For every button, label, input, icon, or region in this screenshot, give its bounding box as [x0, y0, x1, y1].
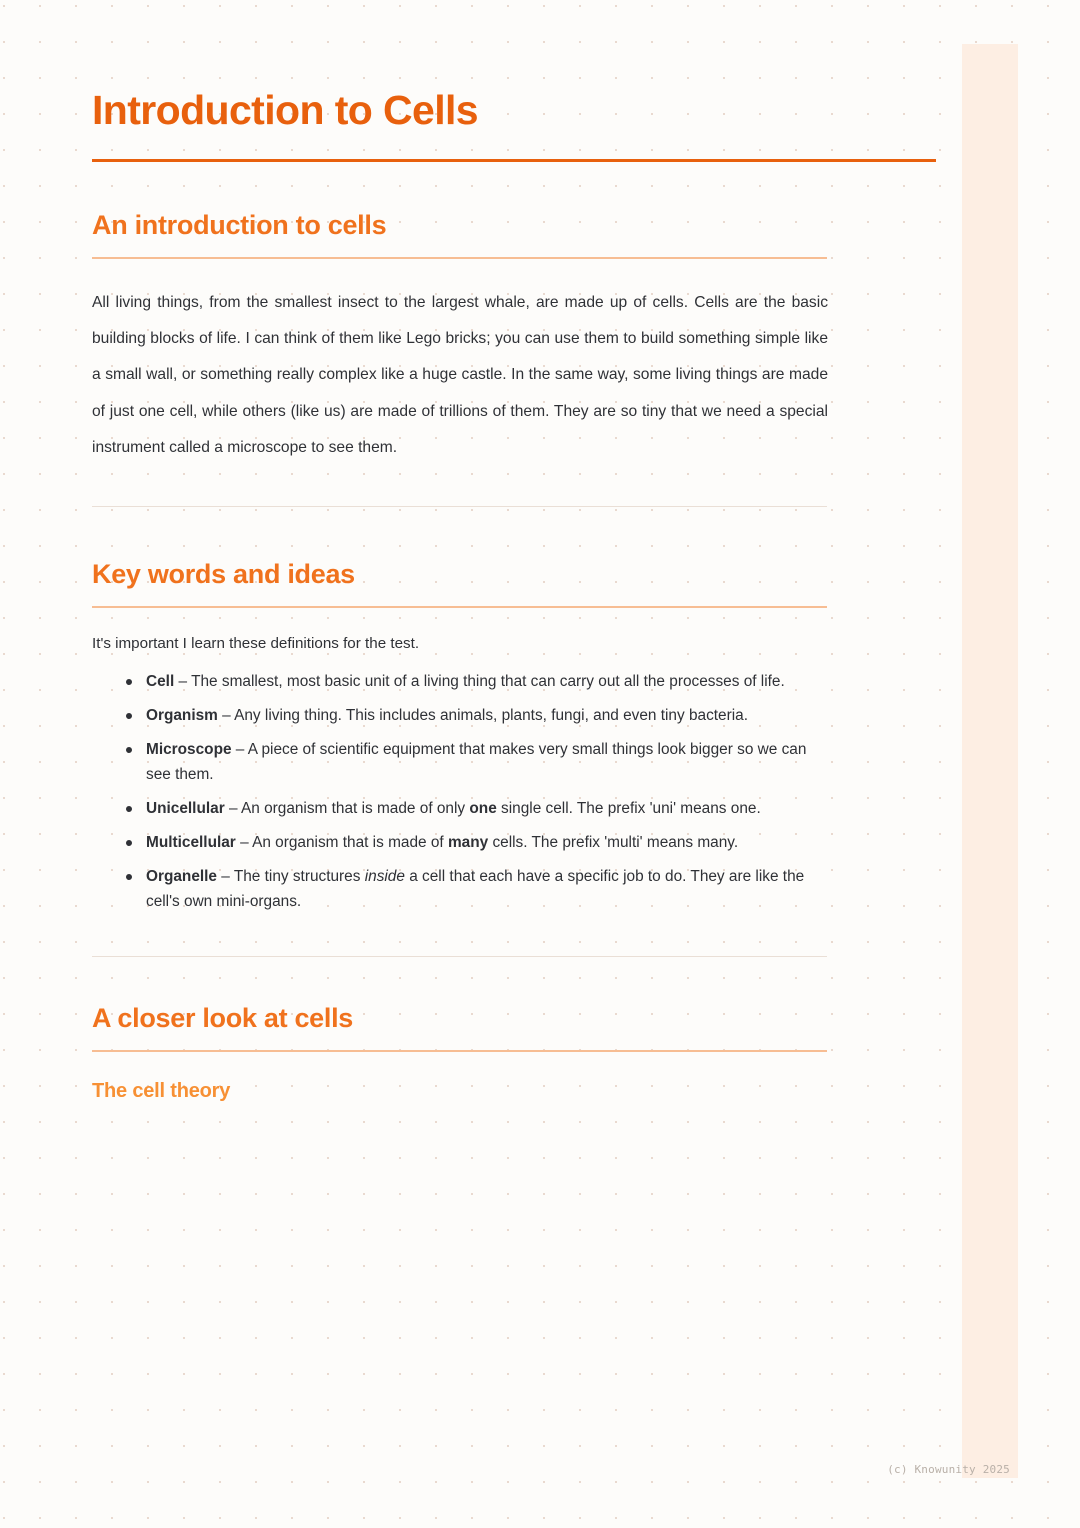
keyword-term: Cell — [146, 673, 175, 691]
keyword-definition-post: a cell that each have a specific job to do. They are like the cell's own mini-organs. — [146, 867, 805, 910]
keyword-emphasis: many — [447, 834, 489, 851]
keyword-emphasis: one — [469, 800, 497, 818]
keyword-term: Organism — [146, 707, 218, 725]
keyword-dash: – — [217, 707, 235, 725]
keyword-term: Microscope — [146, 741, 232, 759]
keyword-definition-pre: An organism that is made of — [252, 834, 448, 851]
keyword-dash: – — [235, 834, 253, 851]
section-heading-intro: An introduction to cells — [92, 210, 387, 241]
keywords-lead-text: It's important I learn these definitions for the test. — [92, 634, 420, 652]
keyword-emphasis-italic: inside — [364, 867, 405, 885]
keyword-dash: – — [174, 673, 192, 691]
keyword-dash: – — [224, 800, 241, 818]
keyword-definition-pre: The tiny structures — [233, 867, 365, 885]
keyword-definition: The smallest, most basic unit of a living thing that can carry out all the processes of life. — [191, 673, 785, 691]
keyword-definition-post: single cell. The prefix 'uni' means one. — [496, 800, 761, 818]
keyword-definition: Any living thing. This includes animals, plants, fungi, and even tiny bacteria. — [234, 707, 748, 725]
keyword-dash: – — [231, 741, 248, 759]
list-item — [122, 797, 828, 822]
keyword-term: Unicellular — [146, 800, 225, 818]
list-item — [122, 831, 828, 856]
keyword-term: Organelle — [146, 867, 217, 885]
list-item — [122, 670, 828, 695]
keyword-definition-post: cells. The prefix 'multi' means many. — [488, 834, 739, 851]
page-title: Introduction to Cells — [92, 87, 478, 133]
document-content — [92, 88, 828, 1103]
keyword-definition: A piece of scientific equipment that makes very small things look bigger so we can see them. — [146, 741, 807, 784]
keyword-term: Multicellular — [146, 834, 236, 851]
keyword-definition-pre: An organism that is made of only — [240, 800, 470, 818]
section-heading-closer-look: A closer look at cells — [92, 1003, 354, 1034]
subsection-heading-cell-theory: The cell theory — [92, 1079, 231, 1102]
list-item — [122, 865, 828, 915]
list-item — [122, 704, 828, 729]
keywords-list — [92, 670, 828, 915]
intro-paragraph: All living things, from the smallest insect to the largest whale, are made up of cells. Cells are the basic building blocks of life. I can think of them like Lego bricks; you can use them to build something simple like a small wall, or something really complex like a huge castle. In the same way, some living things are made of just one cell, while others (like us) are made of trillions of them. They are so tiny that we need a special instrument called a microscope to see them. — [92, 293, 828, 456]
section-heading-keywords: Key words and ideas — [92, 559, 355, 590]
footer-copyright: (c) Knowunity 2025 — [887, 1463, 1010, 1476]
list-item — [122, 738, 828, 788]
keyword-dash: – — [217, 867, 234, 885]
page-margin-strip — [962, 44, 1018, 1478]
